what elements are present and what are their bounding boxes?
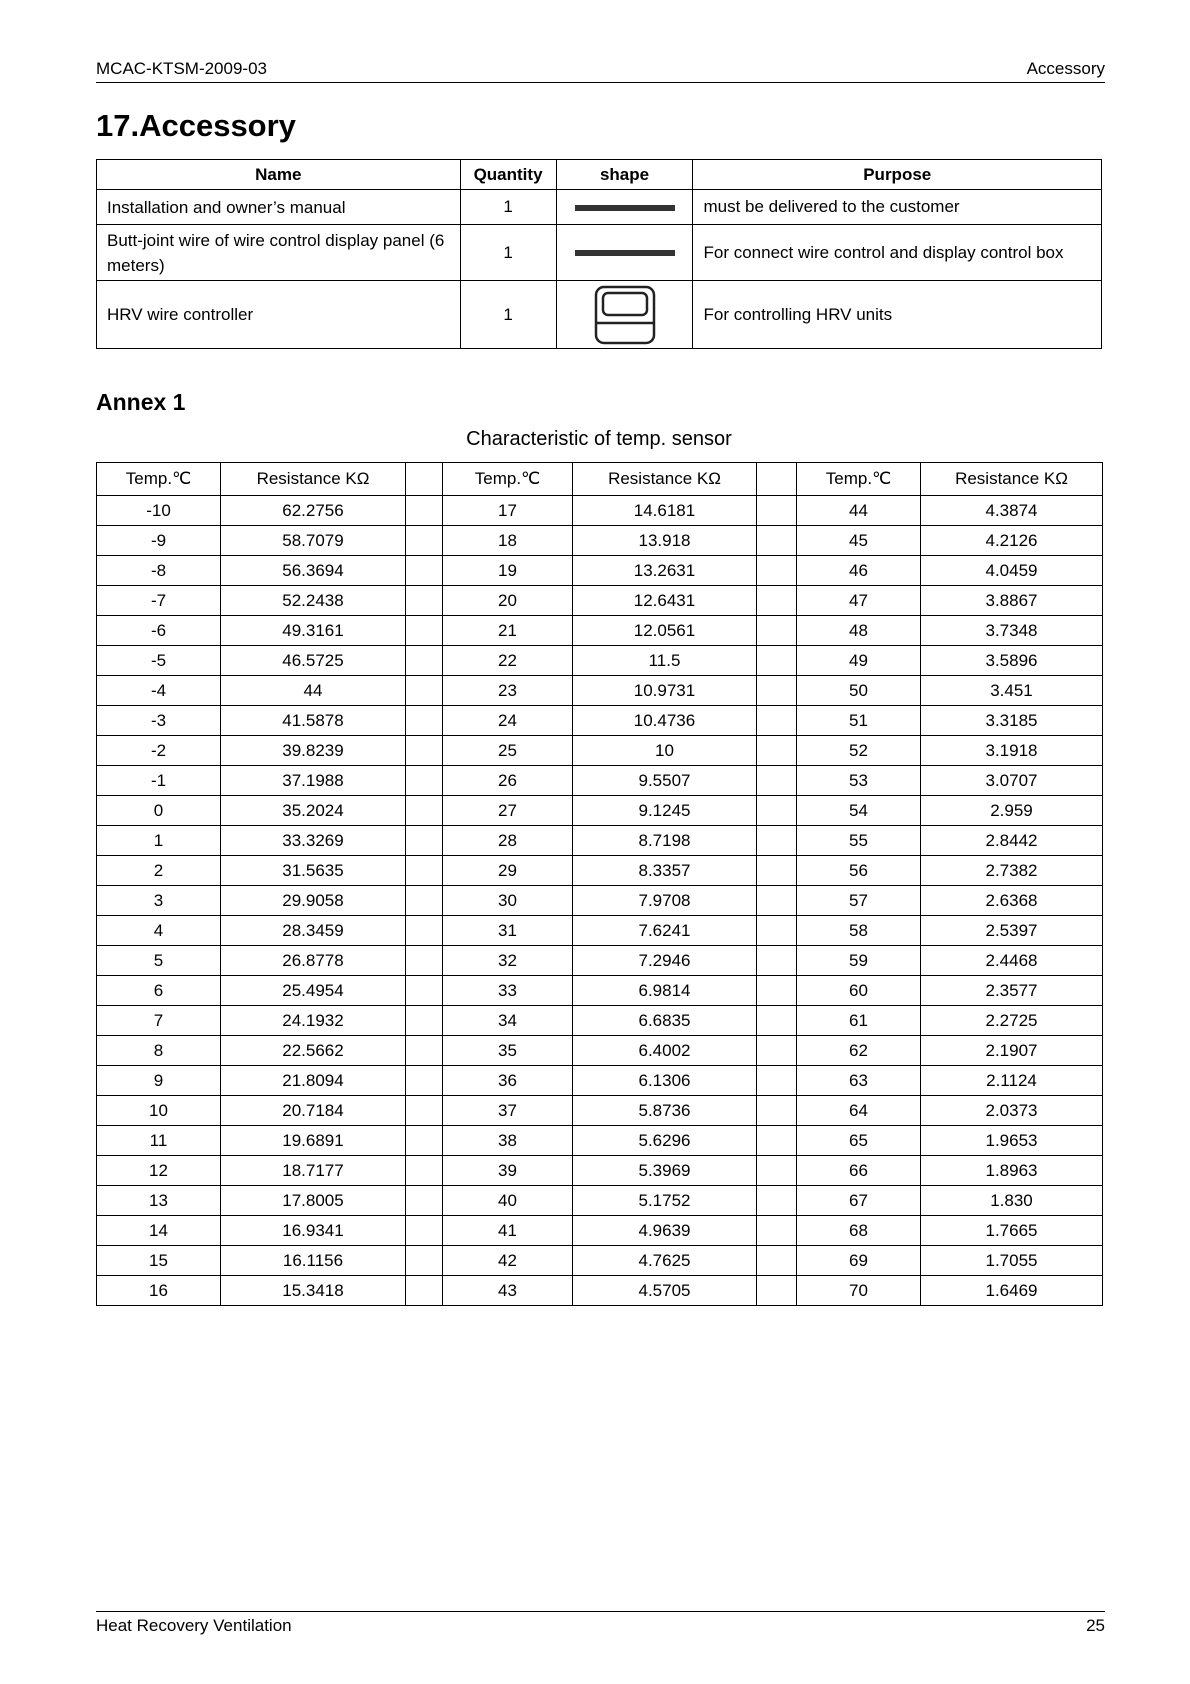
resistance-cell: 2.7382 — [921, 856, 1103, 886]
sensor-row — [97, 826, 1103, 856]
sensor-row — [97, 1276, 1103, 1306]
column-spacer — [757, 526, 797, 556]
page-header — [96, 56, 1105, 83]
temp-cell: 55 — [797, 826, 921, 856]
temp-cell: 20 — [443, 586, 573, 616]
sensor-row — [97, 526, 1103, 556]
resistance-cell: 58.7079 — [221, 526, 406, 556]
resistance-cell: 7.9708 — [573, 886, 757, 916]
column-spacer — [757, 496, 797, 526]
accessory-name: Butt-joint wire of wire control display panel (6 meters) — [97, 225, 461, 281]
resistance-cell: 4.2126 — [921, 526, 1103, 556]
page-footer — [96, 1611, 1105, 1638]
resistance-cell: 5.8736 — [573, 1096, 757, 1126]
resistance-cell: 3.8867 — [921, 586, 1103, 616]
temp-cell: 37 — [443, 1096, 573, 1126]
temp-cell: 28 — [443, 826, 573, 856]
column-spacer — [757, 463, 797, 496]
column-spacer — [757, 766, 797, 796]
temp-cell: 58 — [797, 916, 921, 946]
resistance-cell: 6.4002 — [573, 1036, 757, 1066]
column-spacer — [757, 1126, 797, 1156]
column-spacer — [757, 736, 797, 766]
column-spacer — [757, 1186, 797, 1216]
resistance-cell: 13.2631 — [573, 556, 757, 586]
temp-cell: 34 — [443, 1006, 573, 1036]
accessory-name: Installation and owner’s manual — [97, 190, 461, 225]
resistance-cell: 31.5635 — [221, 856, 406, 886]
column-spacer — [406, 916, 443, 946]
column-spacer — [757, 916, 797, 946]
temp-cell: -6 — [97, 616, 221, 646]
temp-cell: 65 — [797, 1126, 921, 1156]
column-spacer — [757, 586, 797, 616]
bar-line-icon — [575, 205, 675, 211]
resistance-cell: 25.4954 — [221, 976, 406, 1006]
resistance-cell: 18.7177 — [221, 1156, 406, 1186]
temp-cell: 42 — [443, 1246, 573, 1276]
column-spacer — [406, 526, 443, 556]
column-spacer — [757, 706, 797, 736]
accessory-table — [96, 159, 1102, 349]
accessory-header-row — [97, 160, 1102, 190]
resistance-cell: 8.7198 — [573, 826, 757, 856]
resistance-cell: 6.9814 — [573, 976, 757, 1006]
temp-cell: 53 — [797, 766, 921, 796]
temp-cell: 57 — [797, 886, 921, 916]
temp-cell: 66 — [797, 1156, 921, 1186]
resistance-cell: 16.9341 — [221, 1216, 406, 1246]
accessory-name: HRV wire controller — [97, 281, 461, 349]
column-spacer — [757, 646, 797, 676]
column-spacer — [406, 1156, 443, 1186]
temp-cell: 62 — [797, 1036, 921, 1066]
temp-cell: 22 — [443, 646, 573, 676]
resistance-cell: 2.1124 — [921, 1066, 1103, 1096]
temp-cell: 24 — [443, 706, 573, 736]
column-spacer — [406, 946, 443, 976]
resistance-cell: 4.3874 — [921, 496, 1103, 526]
column-spacer — [406, 616, 443, 646]
sensor-row — [97, 856, 1103, 886]
column-spacer — [757, 1216, 797, 1246]
resistance-cell: 2.4468 — [921, 946, 1103, 976]
sensor-row — [97, 946, 1103, 976]
column-header-name: Name — [97, 160, 461, 190]
column-spacer — [757, 1036, 797, 1066]
temp-cell: -1 — [97, 766, 221, 796]
temp-cell: 10 — [97, 1096, 221, 1126]
resistance-cell: 4.7625 — [573, 1246, 757, 1276]
resistance-cell: 12.6431 — [573, 586, 757, 616]
column-spacer — [757, 886, 797, 916]
sensor-row — [97, 1186, 1103, 1216]
temp-cell: 0 — [97, 796, 221, 826]
sensor-row — [97, 1006, 1103, 1036]
resistance-cell: 52.2438 — [221, 586, 406, 616]
column-spacer — [757, 556, 797, 586]
temp-cell: 1 — [97, 826, 221, 856]
sensor-row — [97, 1096, 1103, 1126]
resistance-cell: 10 — [573, 736, 757, 766]
column-spacer — [406, 976, 443, 1006]
temp-cell: 11 — [97, 1126, 221, 1156]
temp-cell: 14 — [97, 1216, 221, 1246]
column-spacer — [406, 736, 443, 766]
sensor-table-body — [97, 496, 1103, 1306]
resistance-cell: 35.2024 — [221, 796, 406, 826]
resistance-cell: 1.830 — [921, 1186, 1103, 1216]
resistance-cell: 9.1245 — [573, 796, 757, 826]
resistance-cell: 26.8778 — [221, 946, 406, 976]
temp-cell: 43 — [443, 1276, 573, 1306]
resistance-cell: 41.5878 — [221, 706, 406, 736]
temp-cell: 59 — [797, 946, 921, 976]
accessory-quantity: 1 — [460, 225, 556, 281]
temp-cell: 41 — [443, 1216, 573, 1246]
temp-cell: 70 — [797, 1276, 921, 1306]
resistance-cell: 28.3459 — [221, 916, 406, 946]
temp-cell: -4 — [97, 676, 221, 706]
column-spacer — [757, 976, 797, 1006]
column-spacer — [757, 856, 797, 886]
sensor-row — [97, 1156, 1103, 1186]
column-spacer — [406, 796, 443, 826]
temp-cell: 49 — [797, 646, 921, 676]
temp-cell: 67 — [797, 1186, 921, 1216]
accessory-shape — [556, 225, 693, 281]
accessory-shape — [556, 190, 693, 225]
resistance-cell: 22.5662 — [221, 1036, 406, 1066]
temp-cell: 26 — [443, 766, 573, 796]
temp-cell: 50 — [797, 676, 921, 706]
temp-cell: 5 — [97, 946, 221, 976]
temp-cell: 12 — [97, 1156, 221, 1186]
sensor-row — [97, 706, 1103, 736]
column-spacer — [757, 1246, 797, 1276]
resistance-cell: 6.1306 — [573, 1066, 757, 1096]
temp-cell: 40 — [443, 1186, 573, 1216]
resistance-cell: 62.2756 — [221, 496, 406, 526]
sensor-row — [97, 496, 1103, 526]
resistance-cell: 2.1907 — [921, 1036, 1103, 1066]
resistance-cell: 37.1988 — [221, 766, 406, 796]
sensor-row — [97, 676, 1103, 706]
resistance-cell: 5.3969 — [573, 1156, 757, 1186]
accessory-purpose: For connect wire control and display control box — [693, 225, 1102, 281]
column-spacer — [406, 1246, 443, 1276]
column-spacer — [757, 1156, 797, 1186]
wire-controller-icon — [594, 285, 656, 345]
resistance-cell: 1.7665 — [921, 1216, 1103, 1246]
temp-cell: 39 — [443, 1156, 573, 1186]
resistance-cell: 14.6181 — [573, 496, 757, 526]
resistance-cell: 7.2946 — [573, 946, 757, 976]
temp-cell: -3 — [97, 706, 221, 736]
column-header-resistance: Resistance KΩ — [573, 463, 757, 496]
column-spacer — [406, 496, 443, 526]
sensor-table-caption: Characteristic of temp. sensor — [466, 428, 732, 450]
temp-cell: 13 — [97, 1186, 221, 1216]
column-header-quantity: Quantity — [460, 160, 556, 190]
resistance-cell: 33.3269 — [221, 826, 406, 856]
resistance-cell: 21.8094 — [221, 1066, 406, 1096]
column-header-resistance: Resistance KΩ — [921, 463, 1103, 496]
temp-cell: -2 — [97, 736, 221, 766]
sensor-row — [97, 976, 1103, 1006]
resistance-cell: 5.6296 — [573, 1126, 757, 1156]
temp-cell: 30 — [443, 886, 573, 916]
page-number: 25 — [1086, 1616, 1105, 1635]
resistance-cell: 16.1156 — [221, 1246, 406, 1276]
temp-cell: 35 — [443, 1036, 573, 1066]
temp-cell: -5 — [97, 646, 221, 676]
temp-cell: 15 — [97, 1246, 221, 1276]
column-spacer — [406, 706, 443, 736]
column-spacer — [406, 1216, 443, 1246]
sensor-row — [97, 886, 1103, 916]
temp-cell: 8 — [97, 1036, 221, 1066]
header-section: Accessory — [1026, 59, 1105, 78]
temp-cell: 48 — [797, 616, 921, 646]
resistance-cell: 29.9058 — [221, 886, 406, 916]
temp-cell: 6 — [97, 976, 221, 1006]
sensor-row — [97, 1066, 1103, 1096]
temp-cell: -9 — [97, 526, 221, 556]
temp-cell: 25 — [443, 736, 573, 766]
temp-cell: 31 — [443, 916, 573, 946]
column-header-purpose: Purpose — [693, 160, 1102, 190]
resistance-cell: 20.7184 — [221, 1096, 406, 1126]
sensor-row — [97, 1036, 1103, 1066]
resistance-cell: 56.3694 — [221, 556, 406, 586]
column-header-resistance: Resistance KΩ — [221, 463, 406, 496]
temp-cell: 45 — [797, 526, 921, 556]
temp-cell: 7 — [97, 1006, 221, 1036]
temp-cell: 27 — [443, 796, 573, 826]
resistance-cell: 24.1932 — [221, 1006, 406, 1036]
column-spacer — [406, 586, 443, 616]
column-spacer — [406, 676, 443, 706]
sensor-row — [97, 1216, 1103, 1246]
column-spacer — [406, 1006, 443, 1036]
column-spacer — [406, 826, 443, 856]
temp-cell: 2 — [97, 856, 221, 886]
resistance-cell: 2.8442 — [921, 826, 1103, 856]
annex-title: Annex 1 — [96, 389, 186, 415]
temp-cell: 61 — [797, 1006, 921, 1036]
temp-cell: 46 — [797, 556, 921, 586]
column-spacer — [757, 1006, 797, 1036]
temp-cell: 47 — [797, 586, 921, 616]
temp-cell: 44 — [797, 496, 921, 526]
accessory-row — [97, 190, 1102, 225]
temp-cell: 32 — [443, 946, 573, 976]
column-spacer — [757, 946, 797, 976]
resistance-cell: 2.2725 — [921, 1006, 1103, 1036]
resistance-cell: 1.9653 — [921, 1126, 1103, 1156]
sensor-header-row — [97, 463, 1103, 496]
temp-cell: -7 — [97, 586, 221, 616]
column-spacer — [406, 646, 443, 676]
resistance-cell: 2.6368 — [921, 886, 1103, 916]
resistance-cell: 15.3418 — [221, 1276, 406, 1306]
accessory-row — [97, 225, 1102, 281]
resistance-cell: 2.0373 — [921, 1096, 1103, 1126]
sensor-row — [97, 1126, 1103, 1156]
sensor-row — [97, 1246, 1103, 1276]
column-spacer — [406, 1186, 443, 1216]
column-header-temp: Temp.℃ — [797, 463, 921, 496]
column-spacer — [757, 676, 797, 706]
temp-cell: 29 — [443, 856, 573, 886]
resistance-cell: 3.7348 — [921, 616, 1103, 646]
resistance-cell: 3.1918 — [921, 736, 1103, 766]
column-spacer — [406, 1066, 443, 1096]
accessory-quantity: 1 — [460, 190, 556, 225]
temp-cell: 69 — [797, 1246, 921, 1276]
temp-cell: 60 — [797, 976, 921, 1006]
temp-cell: 68 — [797, 1216, 921, 1246]
column-spacer — [406, 463, 443, 496]
resistance-cell: 39.8239 — [221, 736, 406, 766]
column-spacer — [757, 616, 797, 646]
doc-code: MCAC-KTSM-2009-03 — [96, 59, 267, 78]
temp-sensor-table — [96, 462, 1103, 1306]
sensor-row — [97, 736, 1103, 766]
resistance-cell: 7.6241 — [573, 916, 757, 946]
column-spacer — [406, 856, 443, 886]
accessory-row — [97, 281, 1102, 349]
resistance-cell: 11.5 — [573, 646, 757, 676]
temp-cell: 23 — [443, 676, 573, 706]
temp-cell: 56 — [797, 856, 921, 886]
temp-cell: 18 — [443, 526, 573, 556]
sensor-row — [97, 646, 1103, 676]
resistance-cell: 1.8963 — [921, 1156, 1103, 1186]
column-spacer — [757, 1096, 797, 1126]
temp-cell: 19 — [443, 556, 573, 586]
resistance-cell: 6.6835 — [573, 1006, 757, 1036]
column-spacer — [757, 1066, 797, 1096]
column-spacer — [406, 1126, 443, 1156]
temp-cell: -8 — [97, 556, 221, 586]
resistance-cell: 17.8005 — [221, 1186, 406, 1216]
resistance-cell: 3.451 — [921, 676, 1103, 706]
accessory-purpose: must be delivered to the customer — [693, 190, 1102, 225]
resistance-cell: 1.7055 — [921, 1246, 1103, 1276]
resistance-cell: 10.9731 — [573, 676, 757, 706]
resistance-cell: 3.5896 — [921, 646, 1103, 676]
resistance-cell: 2.959 — [921, 796, 1103, 826]
accessory-quantity: 1 — [460, 281, 556, 349]
resistance-cell: 4.0459 — [921, 556, 1103, 586]
resistance-cell: 49.3161 — [221, 616, 406, 646]
column-spacer — [406, 1276, 443, 1306]
temp-cell: 51 — [797, 706, 921, 736]
temp-cell: 52 — [797, 736, 921, 766]
column-spacer — [406, 1096, 443, 1126]
column-header-temp: Temp.℃ — [443, 463, 573, 496]
column-spacer — [757, 1276, 797, 1306]
column-header-shape: shape — [556, 160, 693, 190]
temp-cell: 21 — [443, 616, 573, 646]
resistance-cell: 10.4736 — [573, 706, 757, 736]
resistance-cell: 1.6469 — [921, 1276, 1103, 1306]
resistance-cell: 9.5507 — [573, 766, 757, 796]
temp-cell: -10 — [97, 496, 221, 526]
temp-cell: 17 — [443, 496, 573, 526]
page-title: 17.Accessory — [96, 108, 296, 143]
temp-cell: 63 — [797, 1066, 921, 1096]
sensor-row — [97, 586, 1103, 616]
column-spacer — [406, 886, 443, 916]
resistance-cell: 44 — [221, 676, 406, 706]
sensor-row — [97, 796, 1103, 826]
column-spacer — [406, 766, 443, 796]
column-spacer — [757, 826, 797, 856]
resistance-cell: 46.5725 — [221, 646, 406, 676]
resistance-cell: 2.5397 — [921, 916, 1103, 946]
resistance-cell: 3.3185 — [921, 706, 1103, 736]
resistance-cell: 2.3577 — [921, 976, 1103, 1006]
resistance-cell: 3.0707 — [921, 766, 1103, 796]
accessory-shape — [556, 281, 693, 349]
column-header-temp: Temp.℃ — [97, 463, 221, 496]
temp-cell: 64 — [797, 1096, 921, 1126]
resistance-cell: 13.918 — [573, 526, 757, 556]
temp-cell: 33 — [443, 976, 573, 1006]
sensor-row — [97, 916, 1103, 946]
resistance-cell: 4.9639 — [573, 1216, 757, 1246]
temp-cell: 38 — [443, 1126, 573, 1156]
resistance-cell: 12.0561 — [573, 616, 757, 646]
temp-cell: 9 — [97, 1066, 221, 1096]
resistance-cell: 19.6891 — [221, 1126, 406, 1156]
temp-cell: 3 — [97, 886, 221, 916]
column-spacer — [757, 796, 797, 826]
resistance-cell: 4.5705 — [573, 1276, 757, 1306]
sensor-row — [97, 766, 1103, 796]
accessory-purpose: For controlling HRV units — [693, 281, 1102, 349]
temp-cell: 54 — [797, 796, 921, 826]
temp-cell: 16 — [97, 1276, 221, 1306]
sensor-row — [97, 616, 1103, 646]
resistance-cell: 8.3357 — [573, 856, 757, 886]
column-spacer — [406, 556, 443, 586]
temp-cell: 4 — [97, 916, 221, 946]
sensor-row — [97, 556, 1103, 586]
bar-line-icon — [575, 250, 675, 256]
temp-cell: 36 — [443, 1066, 573, 1096]
footer-doc-title: Heat Recovery Ventilation — [96, 1616, 292, 1635]
resistance-cell: 5.1752 — [573, 1186, 757, 1216]
column-spacer — [406, 1036, 443, 1066]
